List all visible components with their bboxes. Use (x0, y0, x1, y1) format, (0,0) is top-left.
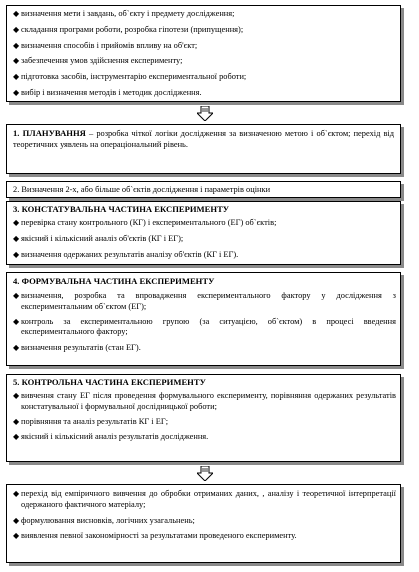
conclusions-box (6, 484, 401, 563)
diamond-bullet-icon: ◆ (13, 531, 20, 541)
down-arrow-icon (197, 106, 213, 121)
list-item: ◆ виявлення певної закономірності за результатами проведеного експерименту. (13, 531, 297, 541)
diamond-bullet-icon: ◆ (13, 218, 20, 227)
stage-planning-text: 1. ПЛАНУВАННЯ – розробка чіткої логіки дослідження за визначеною метою і об`єктом; перехід від теоретичних уявлень на операціональний рівень. (13, 128, 395, 149)
stage-control-box (6, 374, 401, 462)
list-item: ◆ підготовка засобів, інструментарію експериментальної роботи; (13, 72, 247, 82)
list-item: ◆ складання програми роботи, розробка гіпотези (припущення); (13, 24, 244, 34)
diamond-bullet-icon: ◆ (13, 316, 20, 326)
diamond-bullet-icon: ◆ (13, 40, 20, 50)
list-item: ◆ визначення одержаних результатів аналізу об'єктів (КГ і ЕГ). (13, 249, 239, 259)
diamond-bullet-icon: ◆ (13, 391, 20, 400)
list-item: ◆ визначення способів і прийомів впливу на об'єкт; (13, 40, 198, 50)
list-item: ◆ забезпечення умов здійснення експерименту; (13, 56, 183, 66)
diamond-bullet-icon: ◆ (13, 72, 20, 82)
stage-objects-text: 2. Визначення 2-х, або більше об`єктів дослідження і параметрів оцінки (13, 185, 271, 194)
list-item: ◆ якісний і кількісний аналіз результатів дослідження. (13, 432, 209, 442)
list-item: ◆ якісний і кількісний аналіз об'єктів (КГ і ЕГ); (13, 233, 184, 243)
list-item: ◆ визначення, розробка та впровадження експериментального фактору у дослідження з експериментальним об`єктом (ЕГ); (13, 291, 396, 311)
list-item: ◆ визначення результатів (стан ЕГ). (13, 343, 141, 353)
stage-objects-box (6, 181, 401, 198)
stage-ascertaining-box (6, 201, 401, 265)
list-item: ◆ вивчення стану ЕГ після проведення формувального експерименту, порівняння одержаних результатів констатувальної і формувальної дослідницької роботи; (13, 391, 396, 411)
diamond-bullet-icon: ◆ (13, 24, 20, 34)
stage-formative-title: 4. ФОРМУВАЛЬНА ЧАСТИНА ЕКСПЕРИМЕНТУ (13, 276, 215, 286)
preparation-box (6, 5, 401, 102)
diamond-bullet-icon: ◆ (13, 56, 20, 66)
list-item: ◆ вибір і визначення методів і методик дослідження. (13, 87, 202, 97)
diamond-bullet-icon: ◆ (13, 233, 20, 243)
list-item: ◆ формулювання висновків, логічних узагальнень; (13, 515, 195, 525)
list-item: ◆ перехід від емпіричного вивчення до обробки отриманих даних, , аналізу і теоретичної інтерпретації одержаного фактичного матеріалу; (13, 489, 396, 509)
stage-control-title: 5. КОНТРОЛЬНА ЧАСТИНА ЕКСПЕРИМЕНТУ (13, 377, 206, 387)
diamond-bullet-icon: ◆ (13, 87, 20, 97)
list-item: ◆ перевірка стану контрольного (КГ) і експериментального (ЕГ) об`єктів; (13, 218, 277, 227)
list-item: ◆ контроль за експериментальною групою (за ситуацією, об`єктом) в процесі введення експериментального фактору; (13, 316, 396, 337)
down-arrow-icon (197, 466, 213, 481)
diamond-bullet-icon: ◆ (13, 291, 20, 300)
diamond-bullet-icon: ◆ (13, 515, 20, 525)
diamond-bullet-icon: ◆ (13, 9, 20, 18)
stage-planning-box (6, 124, 401, 174)
diamond-bullet-icon: ◆ (13, 432, 20, 442)
diamond-bullet-icon: ◆ (13, 343, 20, 353)
list-item: ◆ порівняння та аналіз результатів КГ і ЕГ; (13, 416, 169, 426)
diamond-bullet-icon: ◆ (13, 249, 20, 259)
diamond-bullet-icon: ◆ (13, 489, 20, 498)
list-item: ◆ визначення мети і завдань, об`єкту і предмету дослідження; (13, 9, 235, 18)
diamond-bullet-icon: ◆ (13, 416, 20, 426)
stage-planning-title: 1. ПЛАНУВАННЯ (13, 128, 86, 138)
stage-formative-box (6, 272, 401, 366)
stage-ascertaining-title: 3. КОНСТАТУВАЛЬНА ЧАСТИНА ЕКСПЕРИМЕНТУ (13, 204, 230, 214)
